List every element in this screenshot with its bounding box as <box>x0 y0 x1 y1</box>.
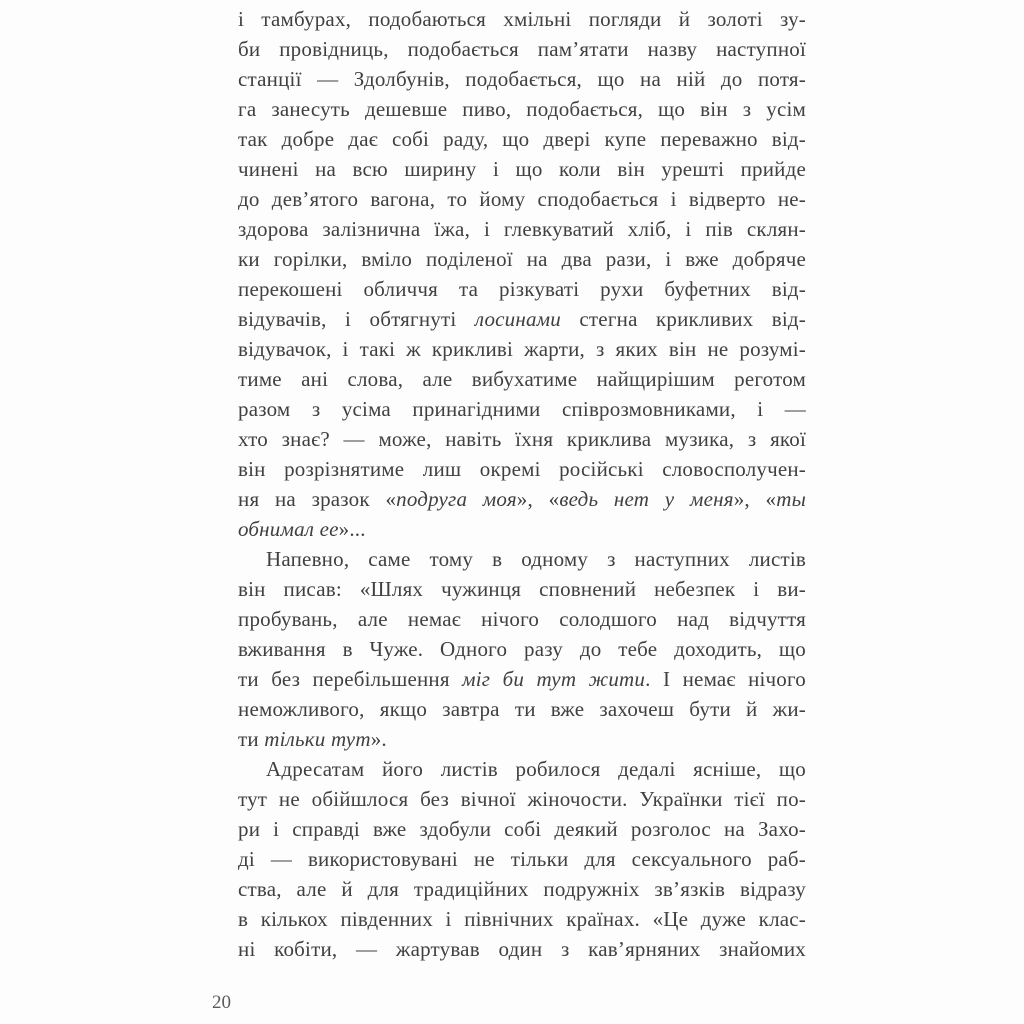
regular-text: відувачок, і такі ж крикливі жарти, з яких він не розумі- <box>238 337 806 361</box>
regular-text: . І немає нічого <box>645 667 806 691</box>
page-number: 20 <box>212 992 231 1013</box>
italic-text: подруга моя <box>396 487 517 511</box>
regular-text: Напевно, саме тому в одному з наступних листів <box>266 547 806 571</box>
regular-text: ня на зразок « <box>238 487 397 511</box>
text-line <box>238 334 806 364</box>
regular-text: Адресатам його листів робилося дедалі ясніше, що <box>266 757 806 781</box>
paragraph <box>238 4 806 544</box>
text-line <box>238 514 806 544</box>
regular-text: так добре дає собі раду, що двері купе переважно від- <box>238 127 806 151</box>
regular-text: ти без перебільшення <box>238 667 463 691</box>
text-line <box>238 154 806 184</box>
regular-text: », « <box>733 487 777 511</box>
text-line <box>238 244 806 274</box>
text-line <box>238 814 806 844</box>
text-line <box>238 754 806 784</box>
regular-text: тут не обійшлося без вічної жіночости. Українки тієї по- <box>238 787 806 811</box>
paragraph <box>238 544 806 754</box>
text-line <box>238 454 806 484</box>
regular-text: він писав: «Шлях чужинця сповнений небезпек і ви- <box>238 577 806 601</box>
regular-text: ри і справді вже здобули собі деякий розголос на Захо- <box>238 817 806 841</box>
regular-text: стегна крикливих від- <box>560 307 806 331</box>
regular-text: здорова залізнична їжа, і глевкуватий хліб, і пів склян- <box>238 217 806 241</box>
regular-text: »... <box>338 517 366 541</box>
italic-text: міг би тут жити <box>462 667 646 691</box>
regular-text: перекошені обличчя та різкуваті рухи буфетних від- <box>238 277 806 301</box>
italic-text: лосинами <box>474 307 561 331</box>
regular-text: ства, але й для традиційних подружніх зв’язків відразу <box>238 877 806 901</box>
text-line <box>238 304 806 334</box>
text-line <box>238 874 806 904</box>
text-line <box>238 94 806 124</box>
regular-text: га занесуть дешевше пиво, подобається, що він з усім <box>238 97 806 121</box>
text-line <box>238 184 806 214</box>
regular-text: пробувань, але немає нічого солодшого над відчуття <box>238 607 806 631</box>
text-line <box>238 544 806 574</box>
regular-text: станції — Здолбунів, подобається, що на ній до потя- <box>238 67 806 91</box>
regular-text: чинені на всю ширину і що коли він урешті прийде <box>238 157 806 181</box>
italic-text: ведь нет у меня <box>559 487 734 511</box>
text-line <box>238 484 806 514</box>
text-line <box>238 4 806 34</box>
italic-text: тільки тут <box>264 727 371 751</box>
regular-text: до дев’ятого вагона, то йому сподобається і відверто не- <box>238 187 806 211</box>
paragraph <box>238 754 806 964</box>
text-line <box>238 574 806 604</box>
regular-text: ді — використовувані не тільки для сексуального раб- <box>238 847 806 871</box>
regular-text: він розрізнятиме лиш окремі російські словосполучен- <box>238 457 806 481</box>
regular-text: ки горілки, вміло поділеної на два рази, і вже добряче <box>238 247 806 271</box>
text-line <box>238 34 806 64</box>
text-line <box>238 274 806 304</box>
text-line <box>238 904 806 934</box>
regular-text: в кількох південних і північних країнах. «Це дуже клас- <box>238 907 806 931</box>
text-line <box>238 124 806 154</box>
text-line <box>238 394 806 424</box>
text-line <box>238 364 806 394</box>
regular-text: ти <box>238 727 265 751</box>
text-line <box>238 784 806 814</box>
italic-text: обнимал ее <box>238 517 339 541</box>
regular-text: ні кобіти, — жартував один з кав’ярняних знайомих <box>238 937 806 961</box>
regular-text: неможливого, якщо завтра ти вже захочеш бути й жи- <box>238 697 806 721</box>
text-line <box>238 724 806 754</box>
text-line <box>238 64 806 94</box>
regular-text: вживання в Чуже. Одного разу до тебе доходить, що <box>238 637 806 661</box>
regular-text: би провідниць, подобається пам’ятати назву наступної <box>238 37 806 61</box>
regular-text: ». <box>370 727 387 751</box>
text-line <box>238 604 806 634</box>
text-line <box>238 664 806 694</box>
text-line <box>238 694 806 724</box>
text-line <box>238 634 806 664</box>
text-line <box>238 424 806 454</box>
regular-text: тиме ані слова, але вибухатиме найщирішим реготом <box>238 367 806 391</box>
page-text <box>238 4 806 964</box>
regular-text: і тамбурах, подобаються хмільні погляди й золоті зу- <box>238 7 806 31</box>
regular-text: відувачів, і обтягнуті <box>238 307 475 331</box>
italic-text: ты <box>776 487 806 511</box>
text-line <box>238 844 806 874</box>
regular-text: разом з усіма принагідними співрозмовниками, і — <box>238 397 806 421</box>
text-line <box>238 214 806 244</box>
text-line <box>238 934 806 964</box>
regular-text: хто знає? — може, навіть їхня криклива музика, з якої <box>238 427 806 451</box>
regular-text: », « <box>516 487 560 511</box>
